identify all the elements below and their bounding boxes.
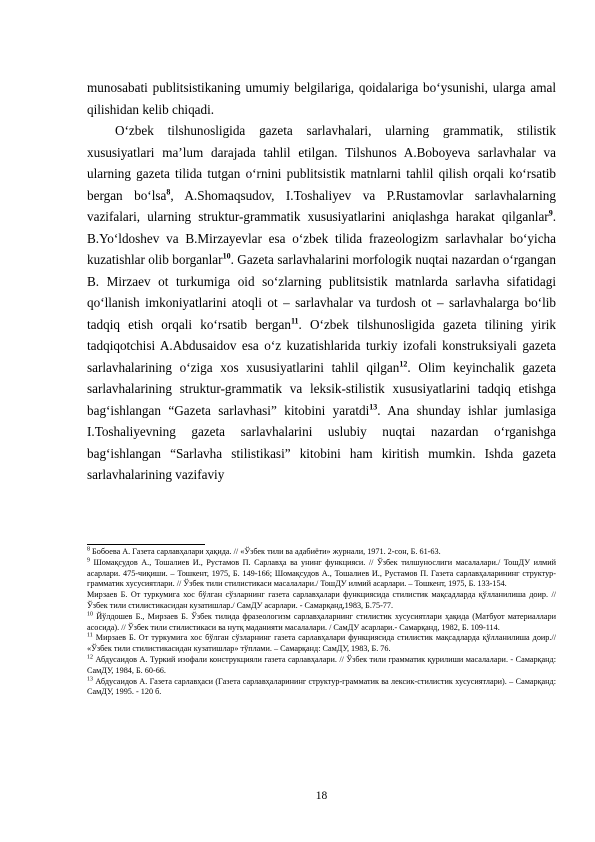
paragraph-text: . Gazeta sarlavhalarini morfologik nuqtai nazardan o‘rgangan B. Mirzaev ot turkumiga oid so‘zlarning publitsistik matnlarda sarlavha sifatidagi qo‘llanish imkoniyatlarini atoqli ot – sarlavhalar va turdosh ot – sarlavhalarga bo‘lib tadqiq etish orqali ko‘rsatib bergan xyxy=(87,252,556,332)
footnote xyxy=(87,612,556,634)
footnote-ref[interactable]: 13 xyxy=(369,402,378,412)
paragraph xyxy=(87,77,556,120)
footnote-ref[interactable]: 12 xyxy=(399,359,408,369)
footnote-text: Абдусаидов А. Газета сарлавҳаси (Газета сарлавҳаларининг структур-грамматик ва лексик-стилистик хусусиятлари). – Самарқанд: СамДУ, 1995. - 120 б. xyxy=(87,676,556,697)
footnote-number: 9 xyxy=(87,557,90,564)
footnote-number: 11 xyxy=(87,632,93,639)
paragraph-text: . Ana shunday ishlar jumlasiga I.Toshaliyevning gazeta sarlavhalarini uslubiy nuqtai nazardan o‘rganishga bag‘ishlangan “Sarlavha stilistikasi” kitobini ham kiritish mumkin. Ishda gazeta sarlavhalarining vazifaviy xyxy=(87,402,556,482)
footnote-number: 10 xyxy=(87,611,93,618)
footnote-ref[interactable]: 9 xyxy=(548,208,553,218)
footnotes xyxy=(87,547,556,698)
footnote-text: Шомақсудов А., Тошалиев И., Рустамов П. Сарлавҳа ва унинг функцияси. // Ўзбек тилшунослиги масалалари./ ТошДУ илмий асарлари. 475-чиқиши. – Тошкент, 1975, Б. 149-166; Шомақсудов А., Тошалиев И., Рустамов П. Газета сарлавҳаларининг структур-грамматик хусусиятлари. // Ўзбек тили стилистикаси масалалари./ ТошДУ илмий асарлари. – Тошкент, 1975, Б. 133-154. xyxy=(87,557,556,589)
paragraph-text: , A.Shomaqsudov, I.Toshaliyev va P.Rustamovlar sarlavhalarning vazifalari, ularning struktur-grammatik xususiyatlarini aniqlashga harakat qilganlar xyxy=(87,187,556,224)
paragraph-text: . O‘zbek tilshunosligida gazeta tilining yirik tadqiqotchisi A.Abdusaidov esa o‘z kuzatishlarida turkiy izofali konstruksiyali gazeta sarlavhalarining o‘ziga xos xususiyatlarini tahlil qilgan xyxy=(87,316,556,375)
body-text xyxy=(87,77,556,486)
page-number: 18 xyxy=(315,790,328,802)
paragraph-text: . Olim keyinchalik gazeta sarlavhalarining struktur-grammatik va leksik-stilistik xususiyatlarini tadqiq etishga bag‘ishlangan “Gazeta sarlavhasi” kitobini yaratdi xyxy=(87,359,557,418)
footnote xyxy=(87,590,556,612)
paragraph-text: . B.Yo‘ldoshev va B.Mirzayevlar esa o‘zbek tilida frazeologizm sarlavhalar bo‘yicha kuzatishlar olib borganlar xyxy=(87,209,556,267)
footnote-separator xyxy=(87,544,205,545)
paragraph xyxy=(87,120,556,486)
footnote-ref[interactable]: 11 xyxy=(290,316,299,326)
footnote-ref[interactable]: 8 xyxy=(166,187,171,197)
paragraph-text: munosabati publitsistikaning umumiy belgilariga, qoidalariga bo‘ysunishi, ularga amal qilishidan kelib chiqadi. xyxy=(87,80,556,117)
footnote-text: Мирзаев Б. От туркумига хос бўлган сўзларнинг газета сарлавҳалари функциясида стилистик мақсадларда қўлланилиша доир. // Ўзбек тили стилистикасидан кузатишлар./ СамДУ асарлари. - Самарқанд,1983, Б.75-77. xyxy=(87,590,556,610)
footnote-text: Йўлдошев Б., Мирзаев Б. Ўзбек тилида фразеологизм сарлавҳаларнинг стилистик хусусиятлари ҳақида (Матбуот материаллари асосида). // Ўзбек тили стилистикаси ва нутқ маданияти масалалари. / СамДУ асарлари.- Самарқанд, 1982, Б. 109-114. xyxy=(87,611,557,632)
footnote xyxy=(87,558,556,590)
footnote-text: Мирзаев Б. От туркумига хос бўлган сўзларнинг газета сарлавҳалари функциясида стилистик мақсадларда қўлланилиша доир.// «Ўзбек тили стилистикасидан кузатишлар» тўплами. – Самарқанд: СамДУ, 1983, Б. 76. xyxy=(87,633,556,654)
footnote-text: Бобоева А. Газета сарлавҳалари ҳақида. // «Ўзбек тили ва адабиёти» журнали, 1971. 2-сон, Б. 61-63. xyxy=(92,547,441,556)
footnote-number: 13 xyxy=(87,675,93,682)
footnote-text: Абдусаидов А. Туркий изофали конструкцияли газета сарлавҳалари. // Ўзбек тили грамматик қурилиши масалалари. - Самарқанд: СамДУ, 1984, Б. 60-66. xyxy=(87,654,556,675)
footnote xyxy=(87,655,556,677)
footnote-number: 12 xyxy=(87,654,93,661)
footnote xyxy=(87,633,556,655)
footnote xyxy=(87,677,556,699)
footnote-ref[interactable]: 10 xyxy=(222,251,231,261)
paragraph-text: O‘zbek tilshunosligida gazeta sarlavhalari, ularning grammatik, stilistik xususiyatlari ma’lum darajada tahlil etilgan. Tilshunos A.Boboyeva sarlavhalar va ularning gazeta tilida tutgan o‘rnini publitsistik matnlarni tahlil qilish orqali ko‘rsatib bergan bo‘lsa xyxy=(87,123,556,203)
footnote-number: 8 xyxy=(87,546,90,553)
footnote xyxy=(87,547,556,558)
